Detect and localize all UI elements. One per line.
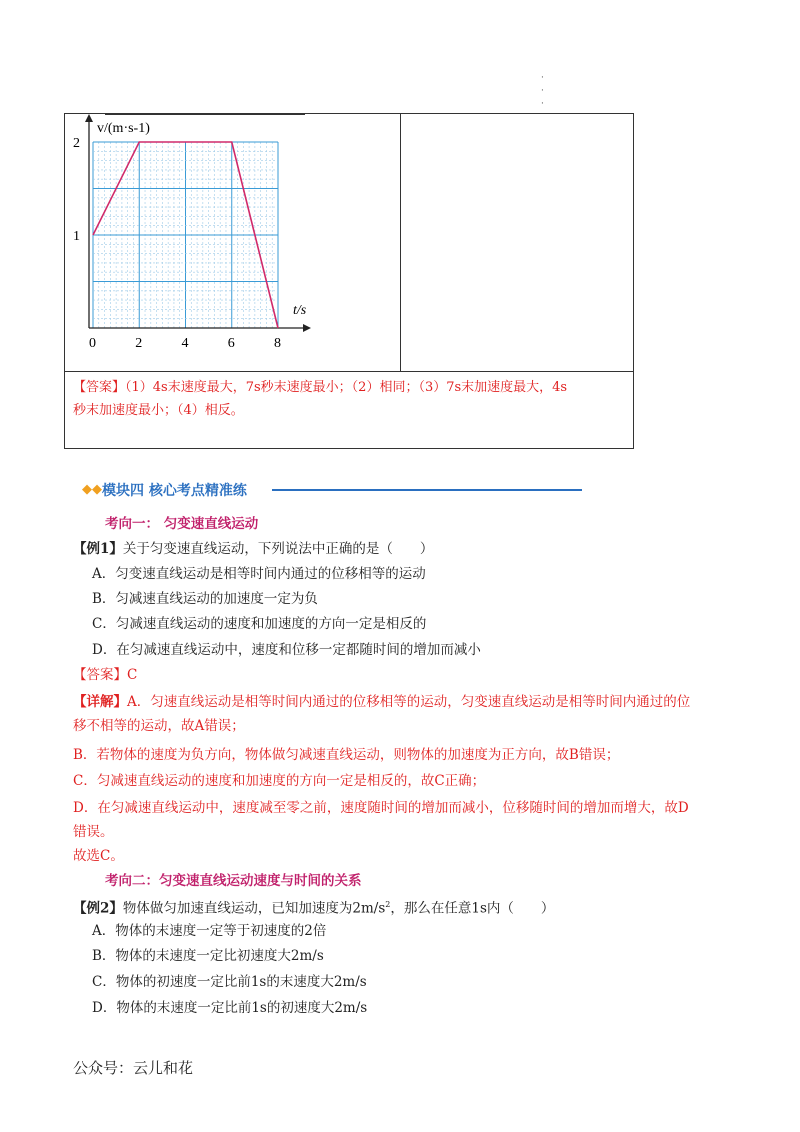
answer-label: 【答案】 — [73, 380, 126, 395]
detail-line-4: C．匀减速直线运动的速度和加速度的方向一定是相反的，故C正确； — [73, 773, 486, 789]
answer-block — [73, 376, 625, 422]
detail-line-7: 故选C。 — [73, 848, 124, 864]
example-2-text-a: 物体做匀加速直线运动，已知加速度为2m/s — [122, 900, 386, 917]
example-1-option-b: B．匀减速直线运动的加速度一定为负 — [92, 591, 318, 607]
example-2-option-c: C．物体的初速度一定比前1s的末速度大2m/s — [92, 974, 367, 990]
example-2-sup: 2 — [385, 900, 391, 909]
x-axis-arrow — [303, 324, 311, 332]
example-1-label: 【例1】 — [73, 541, 123, 557]
x-tick-label: 4 — [181, 336, 189, 351]
section-header — [82, 480, 602, 500]
direction-2-title: 考向二：匀变速直线运动速度与时间的关系 — [105, 873, 362, 889]
example-2-question — [73, 895, 554, 919]
detail-line-1 — [73, 692, 690, 712]
example-1-answer: 【答案】C — [73, 667, 138, 683]
x-tick-label: 6 — [227, 336, 235, 351]
detail-line-1-text: A．匀速直线运动是相等时间内通过的位移相等的运动，匀变速直线运动是相等时间内通过的位 — [127, 694, 691, 710]
detail-label: 【详解】 — [73, 694, 127, 710]
y-tick-label: 2 — [73, 136, 80, 151]
answer-line-2: 秒末加速度最小；（4）相反。 — [73, 403, 244, 418]
diamond-icon: ◆◆ — [82, 482, 102, 497]
example-2-option-b: B．物体的末速度一定比初速度大2m/s — [92, 948, 324, 964]
answer-line-1: （1）4s末速度最大，7s秒末速度最小；（2）相同；（3）7s末加速度最大，4s — [125, 380, 568, 395]
example-1-option-a: A．匀变速直线运动是相等时间内通过的位移相等的运动 — [92, 566, 426, 582]
example-1-option-c: C．匀减速直线运动的速度和加速度的方向一定是相反的 — [92, 616, 427, 632]
table-divider — [400, 114, 401, 371]
velocity-time-graph — [71, 114, 331, 370]
example-1-option-d: D．在匀减速直线运动中，速度和位移一定都随时间的增加而减小 — [92, 642, 481, 658]
section-title: 模块四 核心考点精准练 — [102, 483, 247, 499]
example-2-label: 【例2】 — [73, 900, 123, 917]
x-tick-label: 8 — [274, 336, 281, 351]
y-axis-arrow — [85, 114, 93, 122]
graph-axes — [85, 114, 311, 332]
page-dots: · · · — [541, 73, 544, 109]
x-tick-label: 0 — [89, 336, 96, 351]
y-axis-label: v/(m·s-1) — [97, 121, 150, 136]
question-table — [64, 113, 634, 449]
example-2-option-d: D．物体的末速度一定比前1s的初速度大2m/s — [92, 1000, 368, 1016]
direction-1-title: 考向一： 匀变速直线运动 — [105, 516, 259, 532]
example-2-option-a: A．物体的末速度一定等于初速度的2倍 — [92, 923, 327, 939]
example-1-question — [73, 539, 433, 559]
detail-line-5: D．在匀减速直线运动中，速度减至零之前，速度随时间的增加而减小，位移随时间的增加而增大，故D — [73, 800, 689, 816]
footer-account: 公众号：云儿和花 — [73, 1059, 194, 1077]
y-tick-label: 1 — [73, 229, 80, 244]
graph-grid — [93, 142, 278, 328]
table-row-divider — [65, 371, 633, 372]
section-rule — [272, 489, 582, 491]
example-1-text: 关于匀变速直线运动，下列说法中正确的是（ ） — [122, 541, 434, 557]
example-2-text-b: ，那么在任意1s内（ ） — [390, 900, 555, 917]
x-tick-label: 2 — [135, 336, 143, 351]
detail-line-6: 错误。 — [73, 824, 114, 840]
x-axis-label: t/s — [293, 303, 307, 318]
detail-line-3: B．若物体的速度为负方向，物体做匀减速直线运动，则物体的加速度为正方向，故B错误； — [73, 747, 620, 763]
detail-line-2: 移不相等的运动，故A错误； — [73, 718, 245, 734]
